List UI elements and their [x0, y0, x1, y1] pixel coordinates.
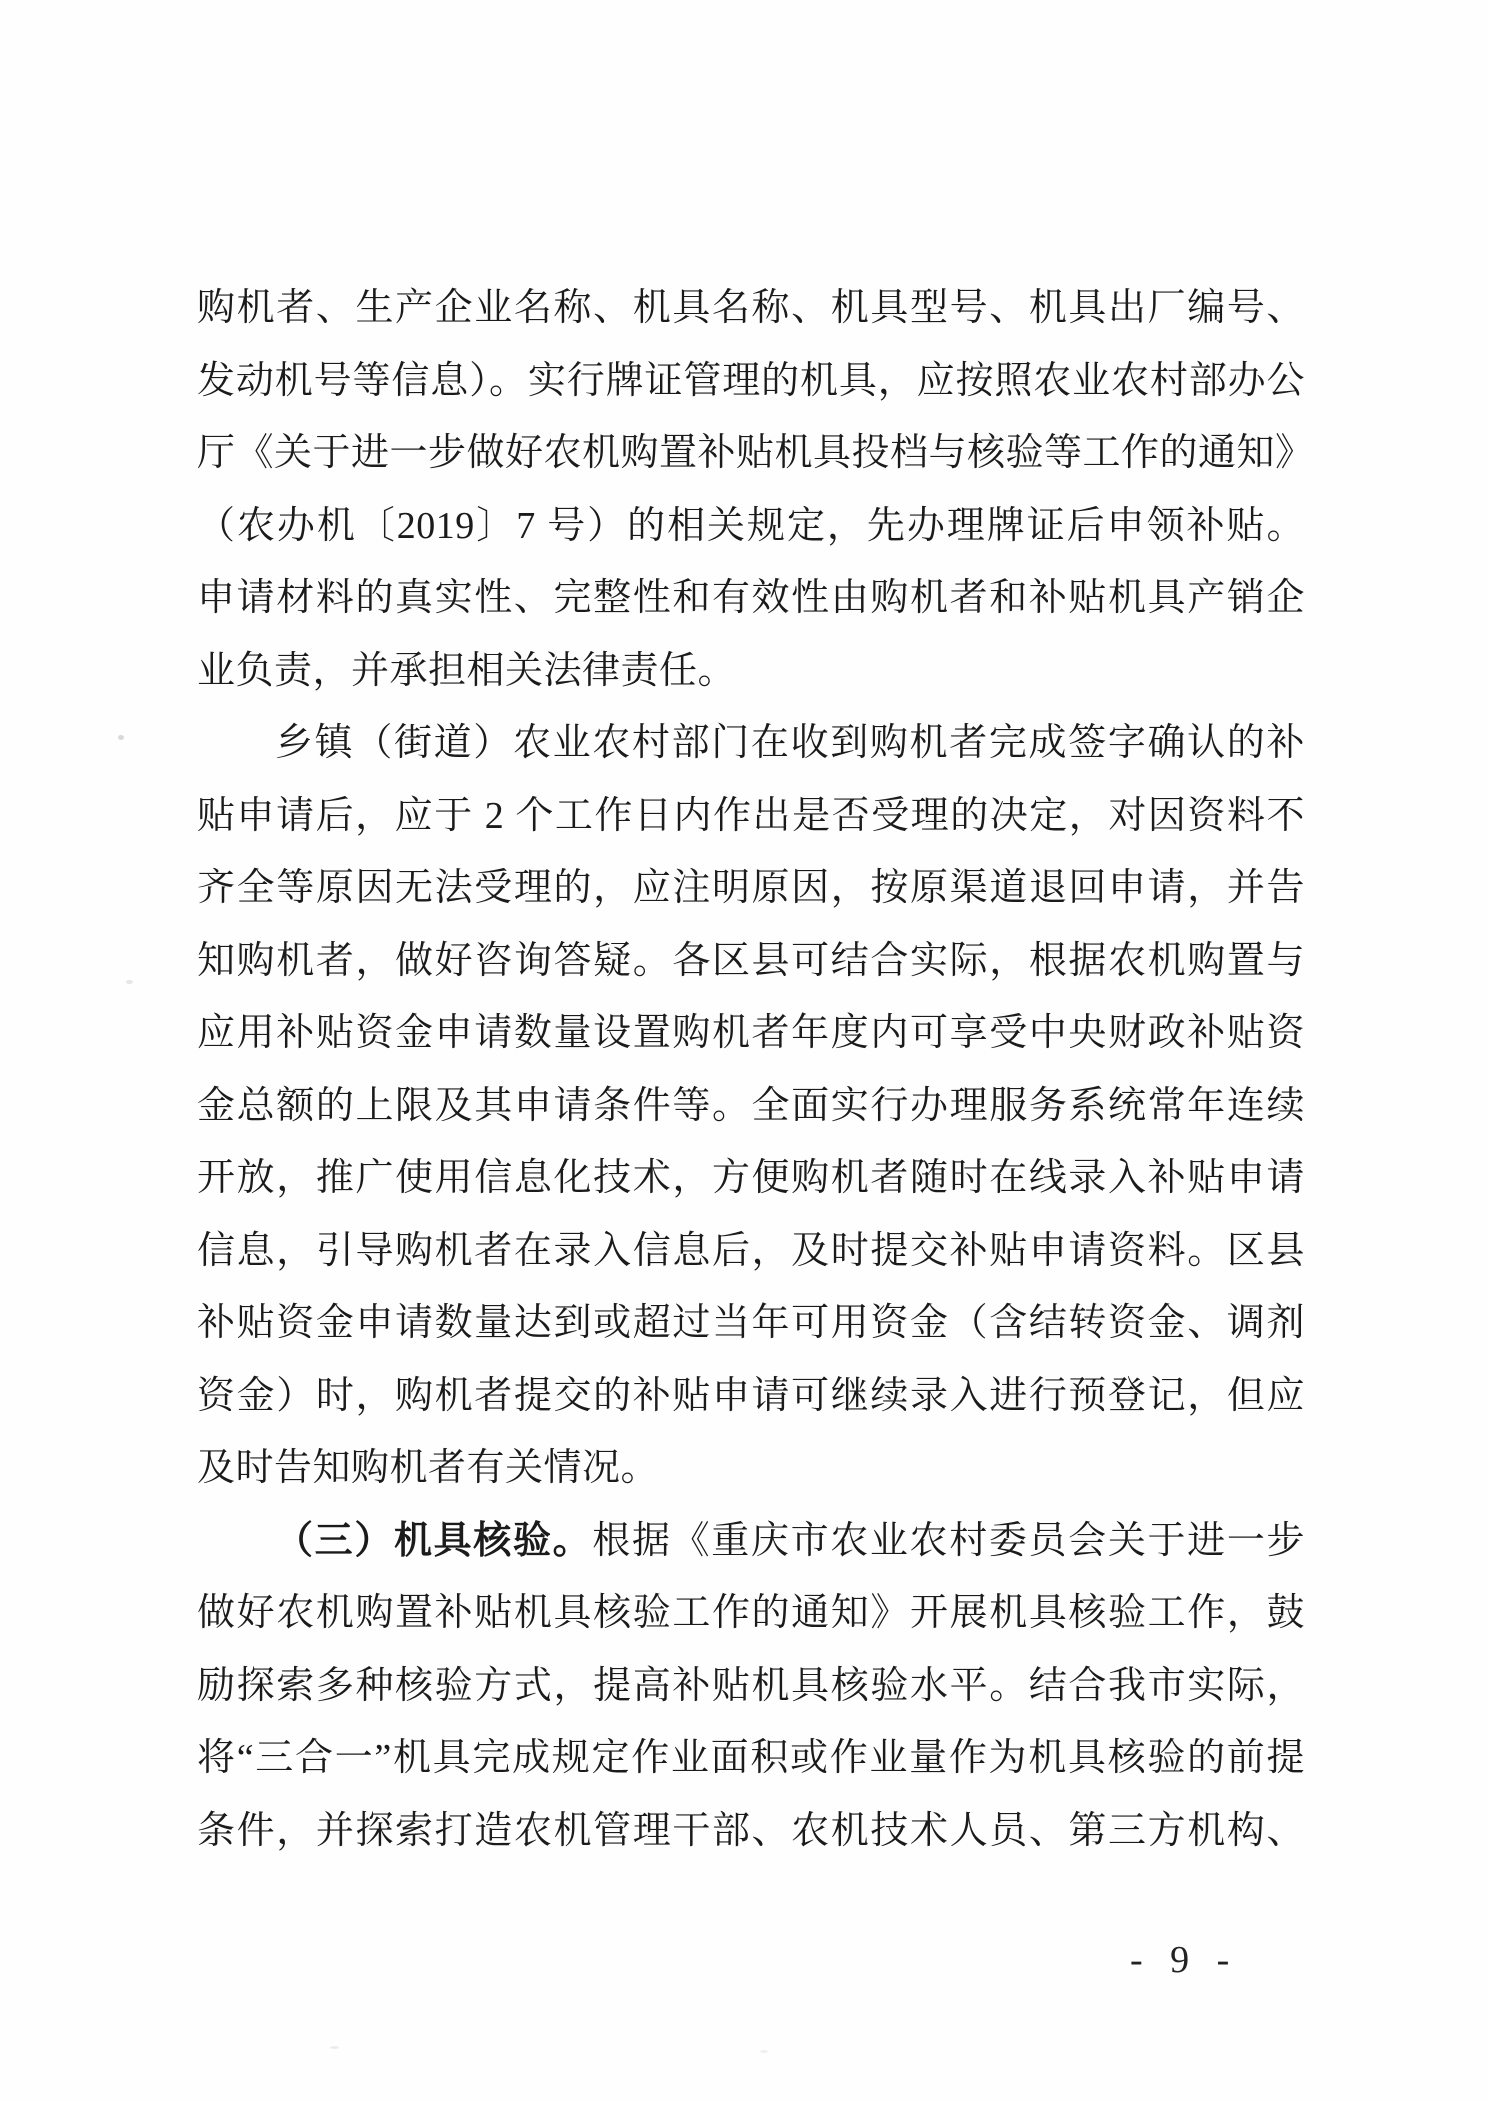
text-line: 及时告知购机者有关情况。: [197, 1447, 660, 1489]
scan-artifact: [118, 735, 124, 740]
text-line: 业负责，并承担相关法律责任。: [197, 649, 737, 692]
text-line: 信息，引导购机者在录入信息后，及时提交补贴申请资料。区县: [197, 1229, 1305, 1272]
text-line: 贴申请后，应于 2 个工作日内作出是否受理的决定，对因资料不: [197, 794, 1305, 837]
text-line: 将“三合一”机具完成规定作业面积或作业量作为机具核验的前提: [197, 1737, 1305, 1779]
text-line: 条件，并探索打造农机管理干部、农机技术人员、第三方机构、: [197, 1809, 1305, 1852]
scan-artifact: [126, 980, 133, 984]
page-number: - 9 -: [1130, 1939, 1239, 1981]
text-line: 应用补贴资金申请数量设置购机者年度内可享受中央财政补贴资: [197, 1012, 1305, 1054]
text-line: 发动机号等信息）。实行牌证管理的机具，应按照农业农村部办公: [197, 359, 1305, 402]
text-line: 乡镇（街道）农业农村部门在收到购机者完成签字确认的补: [275, 722, 1305, 764]
scan-artifact: [330, 2046, 339, 2049]
text-line: 励探索多种核验方式，提高补贴机具核验水平。结合我市实际，: [197, 1664, 1305, 1707]
text-line: [197, 1505, 1305, 1578]
text-line: 知购机者，做好咨询答疑。各区县可结合实际，根据农机购置与: [197, 939, 1305, 982]
section-heading: （三）机具核验。: [275, 1519, 593, 1562]
text-line: 金总额的上限及其申请条件等。全面实行办理服务系统常年连续: [197, 1084, 1305, 1127]
scan-artifact: [760, 2050, 768, 2053]
text-line: 购机者、生产企业名称、机具名称、机具型号、机具出厂编号、: [197, 287, 1305, 329]
text-line: 资金）时，购机者提交的补贴申请可继续录入进行预登记，但应: [197, 1374, 1305, 1417]
document-text-block: [197, 272, 1314, 1867]
text-line: 补贴资金申请数量达到或超过当年可用资金（含结转资金、调剂: [197, 1302, 1305, 1344]
text-line: 开放，推广使用信息化技术，方便购机者随时在线录入补贴申请: [197, 1157, 1305, 1199]
text-run: 根据《重庆市农业农村委员会关于进一步: [592, 1519, 1305, 1562]
text-line: （农办机〔2019〕7 号）的相关规定，先办理牌证后申领补贴。: [197, 504, 1305, 547]
text-line: 做好农机购置补贴机具核验工作的通知》开展机具核验工作，鼓: [197, 1592, 1305, 1634]
text-line: 齐全等原因无法受理的，应注明原因，按原渠道退回申请，并告: [197, 867, 1305, 909]
text-line: 申请材料的真实性、完整性和有效性由购机者和补贴机具产销企: [197, 577, 1305, 619]
text-line: 厅《关于进一步做好农机购置补贴机具投档与核验等工作的通知》: [197, 432, 1314, 474]
